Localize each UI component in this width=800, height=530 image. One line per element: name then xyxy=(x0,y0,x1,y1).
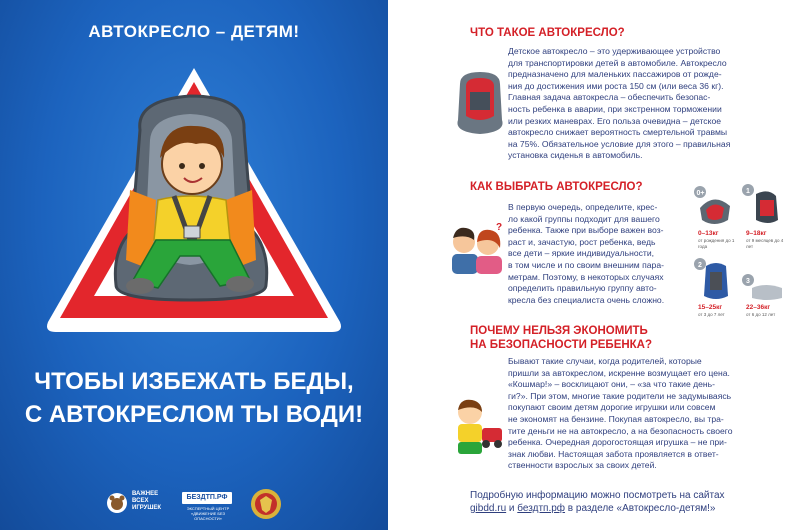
seat-groups xyxy=(690,178,800,338)
info-panel xyxy=(390,0,800,530)
warning-sign-illustration xyxy=(40,60,348,340)
slogan-line-2: С АВТОКРЕСЛОМ ТЫ ВОДИ! xyxy=(24,401,364,428)
partner-logos xyxy=(0,480,388,530)
booster-cushion-icon xyxy=(742,274,786,302)
svg-text:3: 3 xyxy=(746,278,750,285)
poster-title: АВТОКРЕСЛО – ДЕТЯМ! xyxy=(88,22,300,41)
group-weight-label: 0–13кг xyxy=(698,230,719,237)
group-age-label: от 9 месяцев до 4 лет xyxy=(746,238,784,249)
section-text-what: Детское автокресло – это удерживающее устройство для транспортировки детей в автомобиле. Автокресло предназначено для маленьких пассажиров от рожде- ния до достижения ими роста 150 см (или веса 36 кг). Главная задача автокресла – обеспечить безопас- ность ребенка в аварии, при экстренном торможении или резких маневрах. Его польза очевидна – детское автокресло снижает вероятность смертельной травмы на 75%. Обязательное условие для этого – правильная установка сиденья в автомобиль. xyxy=(508,46,731,161)
section-heading-choose: КАК ВЫБРАТЬ АВТОКРЕСЛО? xyxy=(470,181,643,193)
bezdtp-logo-subtitle: ЭКСПЕРТНЫЙ ЦЕНТР «ДВИЖЕНИЕ БЕЗ ОПАСНОСТИ» xyxy=(186,506,230,521)
parents-thinking-illustration xyxy=(446,220,508,276)
toys-logo-text: ВАЖНЕЕ ВСЕХ ИГРУШЕК xyxy=(132,491,162,511)
svg-text:?: ? xyxy=(496,222,503,233)
car-seat-icon xyxy=(450,70,508,136)
footer-line-2: gibdd.ru и бездтп.рф в разделе «Автокресло-детям!» xyxy=(470,503,716,514)
child-with-toy-illustration xyxy=(446,394,508,458)
infant-carrier-icon xyxy=(694,186,734,228)
group-weight-label: 9–18кг xyxy=(746,230,767,237)
section-text-why: Бывают такие случаи, когда родителей, которые пришли за автокреслом, искренне возмущает его цена. «Кошмар!» – восклицают они, – «за что такие день- ги?». При этом, многие такие родители не задумываясь покупают своим детям дорогие игрушки или совсем не экономят на бензине. Покупая автокресло, вы тра- тите деньги не на автокресло, а на безопасность своего ребенка. Очередная дорогостоящая игрушка – не при- знак любви. Настоящая забота проявляется в ответ- ственности взрослых за своих детей. xyxy=(508,356,733,471)
svg-text:1: 1 xyxy=(746,188,750,195)
toddler-seat-icon xyxy=(742,184,786,228)
footer-info xyxy=(470,489,800,515)
section-heading-why: ПОЧЕМУ НЕЛЬЗЯ ЭКОНОМИТЬ НА БЕЗОПАСНОСТИ РЕБЕНКА? xyxy=(470,325,653,351)
group-age-label: от 3 до 7 лет xyxy=(698,312,725,317)
group-age-label: от рождения до 1 года xyxy=(698,238,735,249)
bezdtp-logo: БЕЗДТП.РФ xyxy=(182,492,232,504)
gibdd-emblem-icon xyxy=(250,488,282,520)
booster-seat-icon xyxy=(694,258,734,302)
slogan-line-1: ЧТОБЫ ИЗБЕЖАТЬ БЕДЫ, xyxy=(34,368,354,395)
group-age-label: от 6 до 12 лет xyxy=(746,312,776,317)
footer-line-1: Подробную информацию можно посмотреть на сайтах xyxy=(470,490,725,501)
svg-text:2: 2 xyxy=(698,262,702,269)
gibdd-link[interactable]: gibdd.ru xyxy=(470,503,507,514)
bezdtp-link[interactable]: бездтп.рф xyxy=(517,503,566,514)
section-text-choose: В первую очередь, определите, крес- ло какой группы подходит для вашего ребенка. Также при выборе важен воз- раст и, зачастую, рост ребенка, ведь все дети – яркие индивидуальности, в том числе и по своим внешним пара- метрам. Поэтому, в некоторых случаях определить правильную группу авто- кресла без специалиста очень сложно. xyxy=(508,202,665,305)
bear-logo-icon xyxy=(106,490,128,516)
poster-panel xyxy=(0,0,388,530)
svg-text:0+: 0+ xyxy=(696,190,705,197)
group-weight-label: 15–25кг xyxy=(698,304,723,311)
poster-slogan xyxy=(0,365,388,431)
group-weight-label: 22–36кг xyxy=(746,304,771,311)
section-heading-what: ЧТО ТАКОЕ АВТОКРЕСЛО? xyxy=(470,27,625,39)
